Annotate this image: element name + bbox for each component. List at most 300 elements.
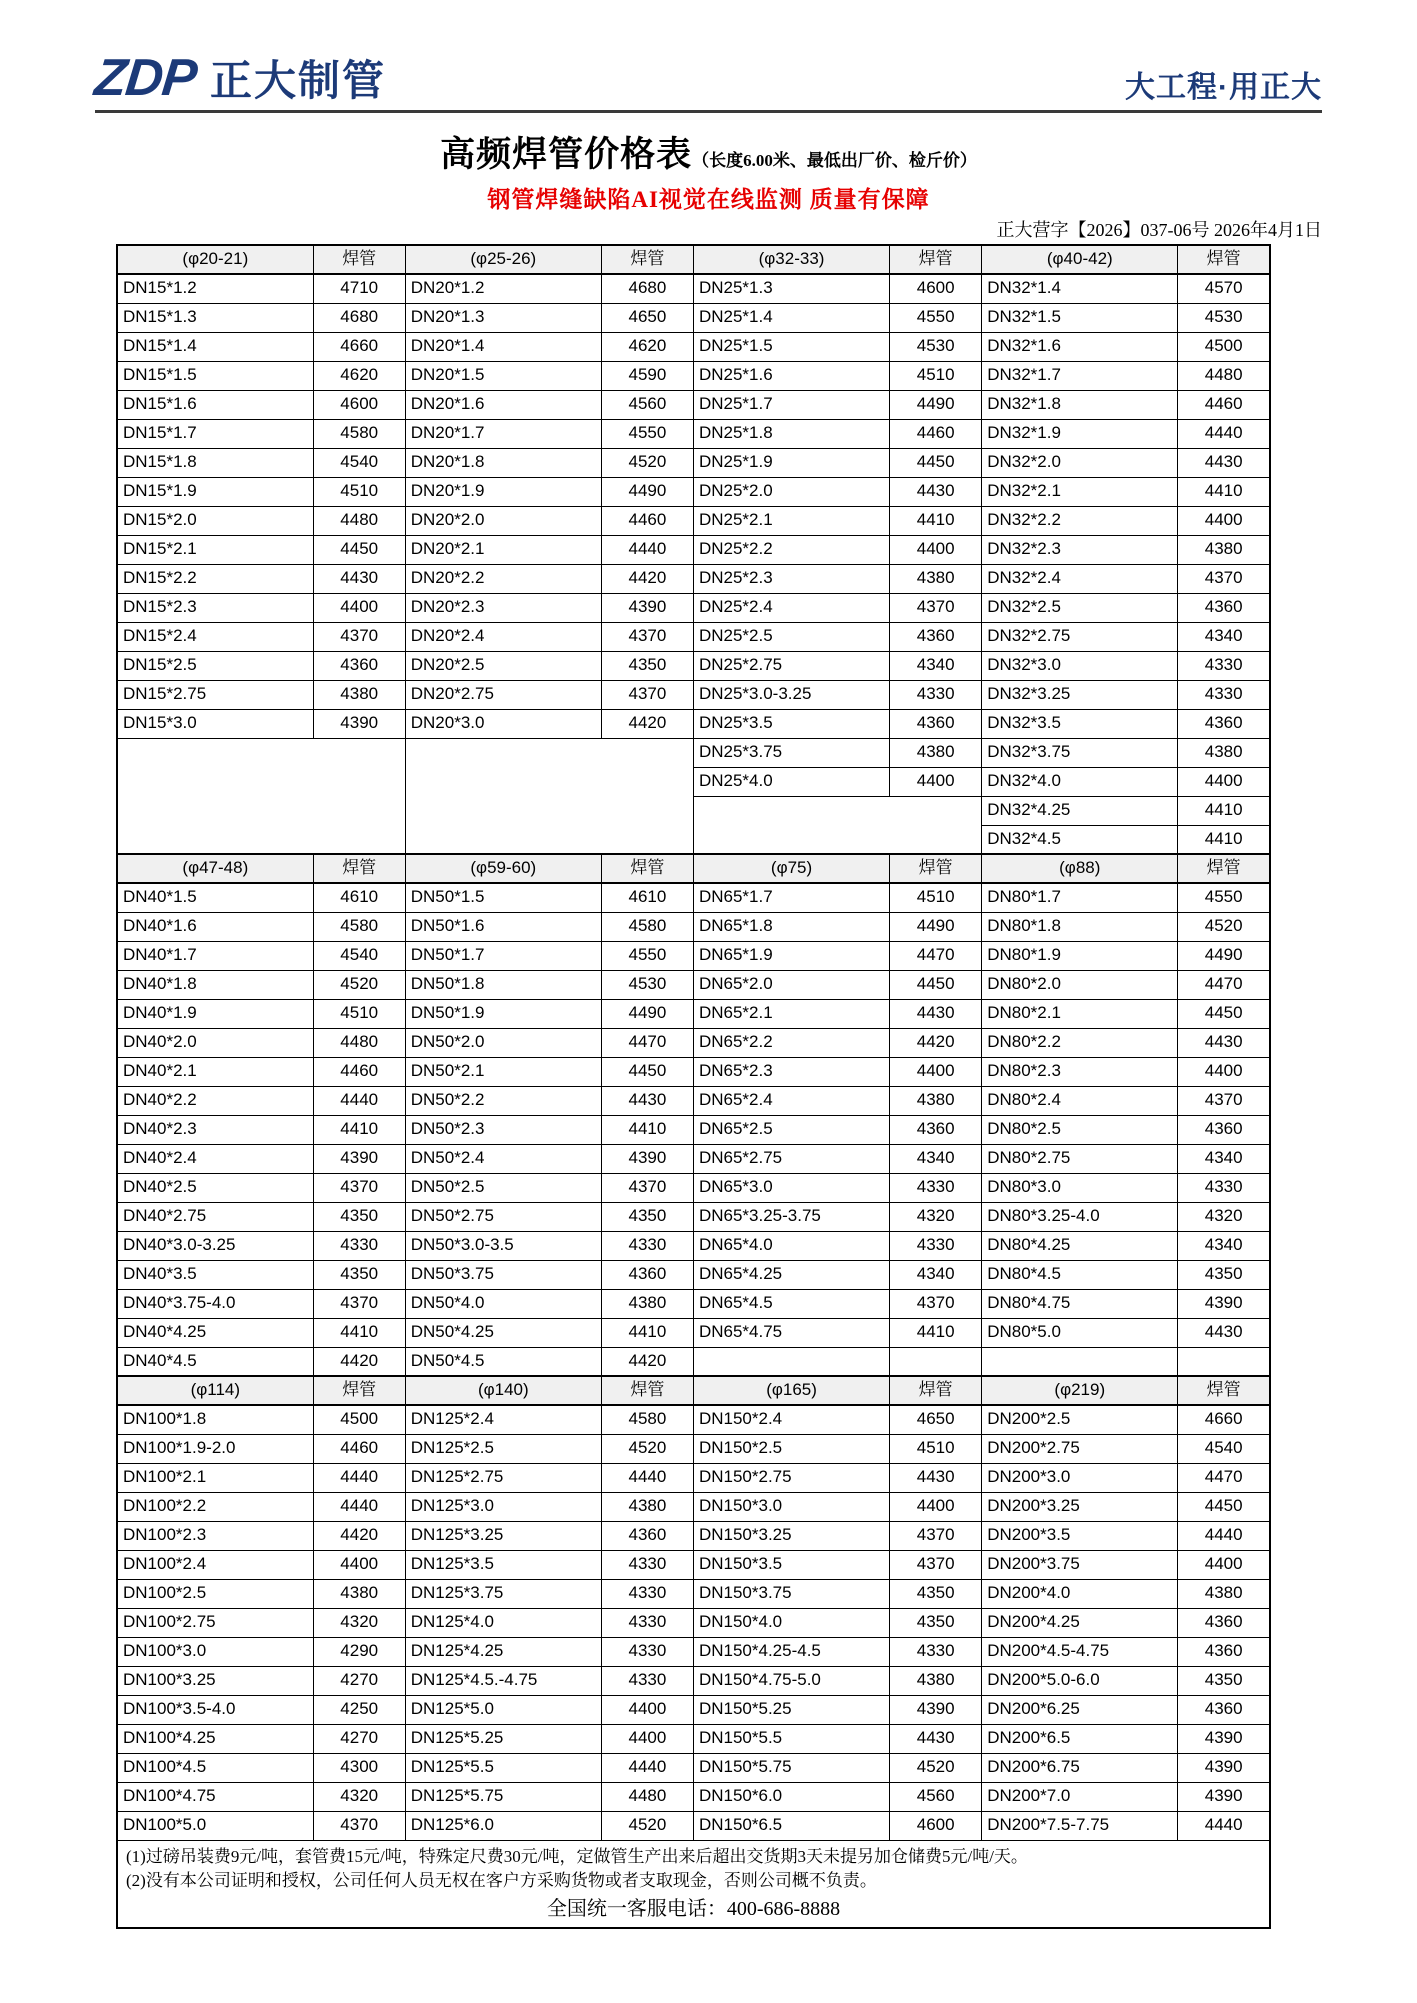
table-row xyxy=(117,1173,1270,1202)
spec-cell: DN40*2.4 xyxy=(117,1144,313,1173)
spec-cell: DN50*2.4 xyxy=(405,1144,601,1173)
size-group-header: (φ140) xyxy=(405,1376,601,1405)
price-cell: 4660 xyxy=(313,332,405,361)
table-row xyxy=(117,970,1270,999)
spec-cell: DN125*4.25 xyxy=(405,1637,601,1666)
table-row xyxy=(117,1115,1270,1144)
table-row xyxy=(117,1608,1270,1637)
doc-number: 正大营字【2026】037-06号 2026年4月1日 xyxy=(996,220,1322,240)
price-cell: 4360 xyxy=(313,651,405,680)
table-row xyxy=(117,564,1270,593)
spec-cell: DN40*4.25 xyxy=(117,1318,313,1347)
price-col-header: 焊管 xyxy=(313,245,405,274)
price-cell: 4500 xyxy=(1178,332,1270,361)
price-cell: 4370 xyxy=(313,1173,405,1202)
section-header-row xyxy=(117,245,1270,274)
spec-cell: DN80*2.4 xyxy=(982,1086,1178,1115)
price-cell: 4350 xyxy=(313,1260,405,1289)
spec-cell: DN200*7.5-7.75 xyxy=(982,1811,1178,1840)
spec-cell: DN80*2.0 xyxy=(982,970,1178,999)
price-cell: 4380 xyxy=(890,1086,982,1115)
price-cell: 4430 xyxy=(1178,1028,1270,1057)
price-cell: 4340 xyxy=(1178,1231,1270,1260)
price-cell: 4390 xyxy=(313,1144,405,1173)
spec-cell: DN15*2.4 xyxy=(117,622,313,651)
price-cell: 4410 xyxy=(890,1318,982,1347)
price-cell: 4680 xyxy=(601,274,693,303)
spec-cell: DN25*2.2 xyxy=(693,535,889,564)
price-cell: 4330 xyxy=(890,1637,982,1666)
price-cell: 4370 xyxy=(313,1289,405,1318)
spec-cell: DN65*2.3 xyxy=(693,1057,889,1086)
table-footer xyxy=(117,1840,1270,1928)
price-cell: 4500 xyxy=(313,1405,405,1434)
spec-cell: DN40*2.2 xyxy=(117,1086,313,1115)
spec-cell: DN80*4.5 xyxy=(982,1260,1178,1289)
spec-cell: DN50*2.75 xyxy=(405,1202,601,1231)
spec-cell: DN25*1.7 xyxy=(693,390,889,419)
spec-cell: DN100*3.0 xyxy=(117,1637,313,1666)
spec-cell: DN15*1.8 xyxy=(117,448,313,477)
table-row xyxy=(117,709,1270,738)
spec-cell: DN125*3.0 xyxy=(405,1492,601,1521)
price-cell: 4580 xyxy=(313,419,405,448)
table-row xyxy=(117,1028,1270,1057)
spec-cell: DN15*1.3 xyxy=(117,303,313,332)
spec-cell: DN32*2.4 xyxy=(982,564,1178,593)
spec-cell: DN50*4.5 xyxy=(405,1347,601,1376)
size-group-header: (φ40-42) xyxy=(982,245,1178,274)
spec-cell: DN50*4.25 xyxy=(405,1318,601,1347)
spec-cell: DN32*3.0 xyxy=(982,651,1178,680)
table-row xyxy=(117,1782,1270,1811)
price-cell: 4430 xyxy=(601,1086,693,1115)
price-cell: 4490 xyxy=(601,477,693,506)
merged-empty-cell xyxy=(117,738,405,854)
spec-cell: DN40*2.5 xyxy=(117,1173,313,1202)
spec-cell: DN50*2.1 xyxy=(405,1057,601,1086)
price-cell: 4380 xyxy=(890,564,982,593)
spec-cell: DN80*2.2 xyxy=(982,1028,1178,1057)
table-row xyxy=(117,1260,1270,1289)
spec-cell: DN125*5.0 xyxy=(405,1695,601,1724)
price-cell: 4410 xyxy=(1178,477,1270,506)
price-cell: 4450 xyxy=(601,1057,693,1086)
spec-cell: DN200*3.25 xyxy=(982,1492,1178,1521)
size-group-header: (φ32-33) xyxy=(693,245,889,274)
spec-cell: DN100*4.5 xyxy=(117,1753,313,1782)
spec-cell: DN80*5.0 xyxy=(982,1318,1178,1347)
price-cell: 4550 xyxy=(1178,883,1270,912)
spec-cell: DN80*3.0 xyxy=(982,1173,1178,1202)
spec-cell: DN200*6.5 xyxy=(982,1724,1178,1753)
spec-cell: DN25*1.8 xyxy=(693,419,889,448)
table-row xyxy=(117,941,1270,970)
spec-cell: DN125*6.0 xyxy=(405,1811,601,1840)
price-cell: 4420 xyxy=(601,564,693,593)
spec-cell: DN100*4.75 xyxy=(117,1782,313,1811)
spec-cell: DN150*6.0 xyxy=(693,1782,889,1811)
price-cell: 4390 xyxy=(601,593,693,622)
spec-cell: DN40*1.5 xyxy=(117,883,313,912)
price-cell: 4360 xyxy=(1178,709,1270,738)
spec-cell: DN80*3.25-4.0 xyxy=(982,1202,1178,1231)
spec-cell: DN40*2.0 xyxy=(117,1028,313,1057)
spec-cell: DN32*3.25 xyxy=(982,680,1178,709)
price-cell: 4470 xyxy=(890,941,982,970)
table-row xyxy=(117,274,1270,303)
spec-cell: DN80*4.75 xyxy=(982,1289,1178,1318)
table-row xyxy=(117,1202,1270,1231)
spec-cell: DN150*3.75 xyxy=(693,1579,889,1608)
table-row xyxy=(117,1318,1270,1347)
notes-row xyxy=(117,1840,1270,1928)
price-cell: 4390 xyxy=(1178,1753,1270,1782)
price-cell: 4290 xyxy=(313,1637,405,1666)
price-cell: 4400 xyxy=(890,535,982,564)
merged-empty-cell xyxy=(693,796,981,854)
spec-cell: DN32*2.1 xyxy=(982,477,1178,506)
price-cell: 4340 xyxy=(890,651,982,680)
price-cell: 4360 xyxy=(890,1115,982,1144)
price-cell: 4520 xyxy=(601,1811,693,1840)
price-cell: 4610 xyxy=(601,883,693,912)
spec-cell: DN32*1.7 xyxy=(982,361,1178,390)
title-row xyxy=(0,127,1417,177)
price-col-header: 焊管 xyxy=(601,854,693,883)
spec-cell: DN150*3.5 xyxy=(693,1550,889,1579)
spec-cell: DN32*2.3 xyxy=(982,535,1178,564)
table-row xyxy=(117,1347,1270,1376)
price-cell: 4420 xyxy=(601,709,693,738)
price-cell: 4490 xyxy=(890,912,982,941)
spec-cell: DN65*2.5 xyxy=(693,1115,889,1144)
price-cell: 4530 xyxy=(601,970,693,999)
spec-cell: DN20*2.75 xyxy=(405,680,601,709)
price-cell: 4450 xyxy=(890,970,982,999)
spec-cell: DN125*3.5 xyxy=(405,1550,601,1579)
table-row xyxy=(117,1492,1270,1521)
price-cell: 4550 xyxy=(890,303,982,332)
table-row xyxy=(117,1753,1270,1782)
spec-cell: DN200*4.5-4.75 xyxy=(982,1637,1178,1666)
spec-cell: DN100*5.0 xyxy=(117,1811,313,1840)
price-cell: 4450 xyxy=(313,535,405,564)
price-cell: 4480 xyxy=(313,1028,405,1057)
table-row xyxy=(117,738,1270,767)
price-cell: 4350 xyxy=(1178,1666,1270,1695)
price-cell: 4340 xyxy=(1178,622,1270,651)
table-row xyxy=(117,1521,1270,1550)
table-row xyxy=(117,622,1270,651)
spec-cell: DN100*2.4 xyxy=(117,1550,313,1579)
price-cell: 4430 xyxy=(890,1463,982,1492)
price-cell: 4440 xyxy=(1178,1811,1270,1840)
price-cell: 4380 xyxy=(601,1492,693,1521)
price-cell: 4440 xyxy=(601,1463,693,1492)
price-cell: 4430 xyxy=(1178,1318,1270,1347)
size-group-header: (φ88) xyxy=(982,854,1178,883)
spec-cell: DN200*5.0-6.0 xyxy=(982,1666,1178,1695)
spec-cell: DN200*6.25 xyxy=(982,1695,1178,1724)
spec-cell: DN25*1.9 xyxy=(693,448,889,477)
note-line-2: (2)没有本公司证明和授权，公司任何人员无权在客户方采购货物或者支取现金，否则公司概不负责。 xyxy=(126,1871,877,1891)
title-subtitle: （长度6.00米、最低出厂价、检斤价） xyxy=(692,151,977,170)
price-cell: 4420 xyxy=(313,1521,405,1550)
price-cell: 4330 xyxy=(601,1550,693,1579)
spec-cell: DN15*1.7 xyxy=(117,419,313,448)
price-cell: 4430 xyxy=(890,477,982,506)
size-group-header: (φ47-48) xyxy=(117,854,313,883)
table-row xyxy=(117,680,1270,709)
price-cell: 4600 xyxy=(890,274,982,303)
spec-cell: DN32*4.0 xyxy=(982,767,1178,796)
table-row xyxy=(117,651,1270,680)
spec-cell: DN15*2.0 xyxy=(117,506,313,535)
spec-cell: DN50*2.5 xyxy=(405,1173,601,1202)
price-col-header: 焊管 xyxy=(1178,854,1270,883)
spec-cell: DN125*3.75 xyxy=(405,1579,601,1608)
spec-cell: DN25*1.3 xyxy=(693,274,889,303)
spec-cell: DN125*4.5.-4.75 xyxy=(405,1666,601,1695)
table-row xyxy=(117,1057,1270,1086)
price-cell: 4360 xyxy=(601,1260,693,1289)
spec-cell: DN25*2.1 xyxy=(693,506,889,535)
price-cell: 4400 xyxy=(601,1695,693,1724)
price-cell: 4530 xyxy=(890,332,982,361)
price-cell: 4400 xyxy=(890,1492,982,1521)
price-cell: 4540 xyxy=(313,941,405,970)
price-cell: 4510 xyxy=(890,883,982,912)
price-cell: 4360 xyxy=(890,622,982,651)
spec-cell: DN20*1.8 xyxy=(405,448,601,477)
spec-cell: DN25*2.4 xyxy=(693,593,889,622)
price-col-header: 焊管 xyxy=(601,1376,693,1405)
page-title: 高频焊管价格表 xyxy=(440,135,693,174)
spec-cell: DN25*2.0 xyxy=(693,477,889,506)
price-cell: 4250 xyxy=(313,1695,405,1724)
spec-cell: DN65*4.0 xyxy=(693,1231,889,1260)
price-cell: 4320 xyxy=(1178,1202,1270,1231)
price-cell: 4370 xyxy=(1178,564,1270,593)
spec-cell: DN150*5.5 xyxy=(693,1724,889,1753)
price-cell: 4380 xyxy=(1178,738,1270,767)
price-cell: 4460 xyxy=(313,1057,405,1086)
price-cell: 4440 xyxy=(1178,1521,1270,1550)
price-cell: 4410 xyxy=(601,1318,693,1347)
price-cell: 4340 xyxy=(890,1260,982,1289)
price-cell: 4400 xyxy=(1178,506,1270,535)
price-cell: 4480 xyxy=(601,1782,693,1811)
table-row xyxy=(117,390,1270,419)
size-group-header: (φ114) xyxy=(117,1376,313,1405)
price-cell: 4440 xyxy=(601,1753,693,1782)
spec-cell: DN65*1.9 xyxy=(693,941,889,970)
price-cell: 4370 xyxy=(601,1173,693,1202)
price-cell: 4490 xyxy=(1178,941,1270,970)
price-cell: 4440 xyxy=(1178,419,1270,448)
price-cell: 4520 xyxy=(601,1434,693,1463)
price-cell: 4610 xyxy=(313,883,405,912)
spec-cell: DN50*1.6 xyxy=(405,912,601,941)
empty-cell xyxy=(693,1347,889,1376)
table-row xyxy=(117,1463,1270,1492)
price-cell: 4400 xyxy=(890,767,982,796)
spec-cell: DN25*4.0 xyxy=(693,767,889,796)
price-cell: 4360 xyxy=(1178,1115,1270,1144)
spec-cell: DN25*1.5 xyxy=(693,332,889,361)
price-cell: 4360 xyxy=(601,1521,693,1550)
price-cell: 4370 xyxy=(890,1550,982,1579)
table-row xyxy=(117,1086,1270,1115)
price-cell: 4360 xyxy=(1178,1695,1270,1724)
price-cell: 4430 xyxy=(890,1724,982,1753)
spec-cell: DN20*2.1 xyxy=(405,535,601,564)
price-cell: 4590 xyxy=(601,361,693,390)
price-cell: 4450 xyxy=(1178,999,1270,1028)
spec-cell: DN80*1.7 xyxy=(982,883,1178,912)
price-cell: 4620 xyxy=(313,361,405,390)
price-cell: 4350 xyxy=(890,1579,982,1608)
spec-cell: DN50*2.0 xyxy=(405,1028,601,1057)
spec-cell: DN150*3.25 xyxy=(693,1521,889,1550)
table-row xyxy=(117,1811,1270,1840)
spec-cell: DN25*3.0-3.25 xyxy=(693,680,889,709)
price-cell: 4350 xyxy=(890,1608,982,1637)
header-bar xyxy=(91,0,1322,113)
price-cell: 4390 xyxy=(1178,1289,1270,1318)
section-header-row xyxy=(117,1376,1270,1405)
spec-cell: DN32*2.2 xyxy=(982,506,1178,535)
spec-cell: DN40*1.6 xyxy=(117,912,313,941)
price-cell: 4430 xyxy=(313,564,405,593)
spec-cell: DN125*2.4 xyxy=(405,1405,601,1434)
spec-cell: DN50*1.7 xyxy=(405,941,601,970)
table-row xyxy=(117,419,1270,448)
spec-cell: DN150*2.5 xyxy=(693,1434,889,1463)
table-row xyxy=(117,1550,1270,1579)
table-row xyxy=(117,1695,1270,1724)
spec-cell: DN100*1.9-2.0 xyxy=(117,1434,313,1463)
price-cell: 4530 xyxy=(1178,303,1270,332)
spec-cell: DN65*3.25-3.75 xyxy=(693,1202,889,1231)
spec-cell: DN65*4.5 xyxy=(693,1289,889,1318)
spec-cell: DN20*1.6 xyxy=(405,390,601,419)
spec-cell: DN40*2.75 xyxy=(117,1202,313,1231)
spec-cell: DN40*2.1 xyxy=(117,1057,313,1086)
spec-cell: DN80*2.5 xyxy=(982,1115,1178,1144)
spec-cell: DN20*1.5 xyxy=(405,361,601,390)
spec-cell: DN100*2.1 xyxy=(117,1463,313,1492)
spec-cell: DN65*2.2 xyxy=(693,1028,889,1057)
price-cell: 4410 xyxy=(1178,825,1270,854)
price-cell: 4520 xyxy=(601,448,693,477)
price-cell: 4390 xyxy=(890,1695,982,1724)
spec-cell: DN25*3.75 xyxy=(693,738,889,767)
table-row xyxy=(117,1637,1270,1666)
price-cell: 4460 xyxy=(890,419,982,448)
price-cell: 4400 xyxy=(1178,1550,1270,1579)
spec-cell: DN15*3.0 xyxy=(117,709,313,738)
price-cell: 4510 xyxy=(890,1434,982,1463)
spec-cell: DN200*4.0 xyxy=(982,1579,1178,1608)
spec-cell: DN40*3.75-4.0 xyxy=(117,1289,313,1318)
price-cell: 4470 xyxy=(1178,970,1270,999)
price-cell: 4710 xyxy=(313,274,405,303)
spec-cell: DN100*2.2 xyxy=(117,1492,313,1521)
price-cell: 4350 xyxy=(313,1202,405,1231)
spec-cell: DN25*2.75 xyxy=(693,651,889,680)
spec-cell: DN40*4.5 xyxy=(117,1347,313,1376)
spec-cell: DN20*2.2 xyxy=(405,564,601,593)
table-row xyxy=(117,361,1270,390)
price-cell: 4370 xyxy=(890,1289,982,1318)
price-cell: 4330 xyxy=(890,680,982,709)
spec-cell: DN20*2.0 xyxy=(405,506,601,535)
merged-empty-cell xyxy=(405,738,693,854)
price-cell: 4270 xyxy=(313,1666,405,1695)
table-row xyxy=(117,1666,1270,1695)
price-cell: 4370 xyxy=(890,1521,982,1550)
price-cell: 4330 xyxy=(890,1173,982,1202)
spec-cell: DN100*2.75 xyxy=(117,1608,313,1637)
spec-cell: DN32*4.25 xyxy=(982,796,1178,825)
spec-cell: DN80*1.9 xyxy=(982,941,1178,970)
price-cell: 4380 xyxy=(890,738,982,767)
table-body xyxy=(117,245,1270,1840)
spec-cell: DN32*1.8 xyxy=(982,390,1178,419)
price-cell: 4550 xyxy=(601,941,693,970)
spec-cell: DN25*2.5 xyxy=(693,622,889,651)
spec-cell: DN32*3.5 xyxy=(982,709,1178,738)
price-cell: 4420 xyxy=(890,1028,982,1057)
price-cell: 4520 xyxy=(1178,912,1270,941)
spec-cell: DN200*2.5 xyxy=(982,1405,1178,1434)
quality-banner: 钢管焊缝缺陷AI视觉在线监测 质量有保障 xyxy=(487,187,930,212)
price-cell: 4380 xyxy=(890,1666,982,1695)
table-row xyxy=(117,1405,1270,1434)
price-cell: 4560 xyxy=(601,390,693,419)
price-cell: 4430 xyxy=(1178,448,1270,477)
spec-cell: DN200*2.75 xyxy=(982,1434,1178,1463)
price-cell: 4520 xyxy=(313,970,405,999)
price-cell: 4580 xyxy=(313,912,405,941)
price-cell: 4520 xyxy=(890,1753,982,1782)
empty-cell xyxy=(982,1347,1178,1376)
spec-cell: DN65*1.7 xyxy=(693,883,889,912)
price-cell: 4400 xyxy=(313,593,405,622)
price-cell: 4350 xyxy=(601,651,693,680)
price-cell: 4650 xyxy=(890,1405,982,1434)
price-cell: 4600 xyxy=(890,1811,982,1840)
price-cell: 4470 xyxy=(601,1028,693,1057)
price-cell: 4380 xyxy=(1178,535,1270,564)
spec-cell: DN125*2.5 xyxy=(405,1434,601,1463)
spec-cell: DN65*4.75 xyxy=(693,1318,889,1347)
price-cell: 4390 xyxy=(1178,1782,1270,1811)
price-cell: 4330 xyxy=(601,1579,693,1608)
table-row xyxy=(117,593,1270,622)
table-row xyxy=(117,535,1270,564)
spec-cell: DN32*4.5 xyxy=(982,825,1178,854)
price-cell: 4330 xyxy=(313,1231,405,1260)
price-col-header: 焊管 xyxy=(890,245,982,274)
spec-cell: DN15*2.3 xyxy=(117,593,313,622)
section-header-row xyxy=(117,854,1270,883)
price-col-header: 焊管 xyxy=(1178,245,1270,274)
spec-cell: DN20*1.3 xyxy=(405,303,601,332)
price-cell: 4410 xyxy=(313,1115,405,1144)
